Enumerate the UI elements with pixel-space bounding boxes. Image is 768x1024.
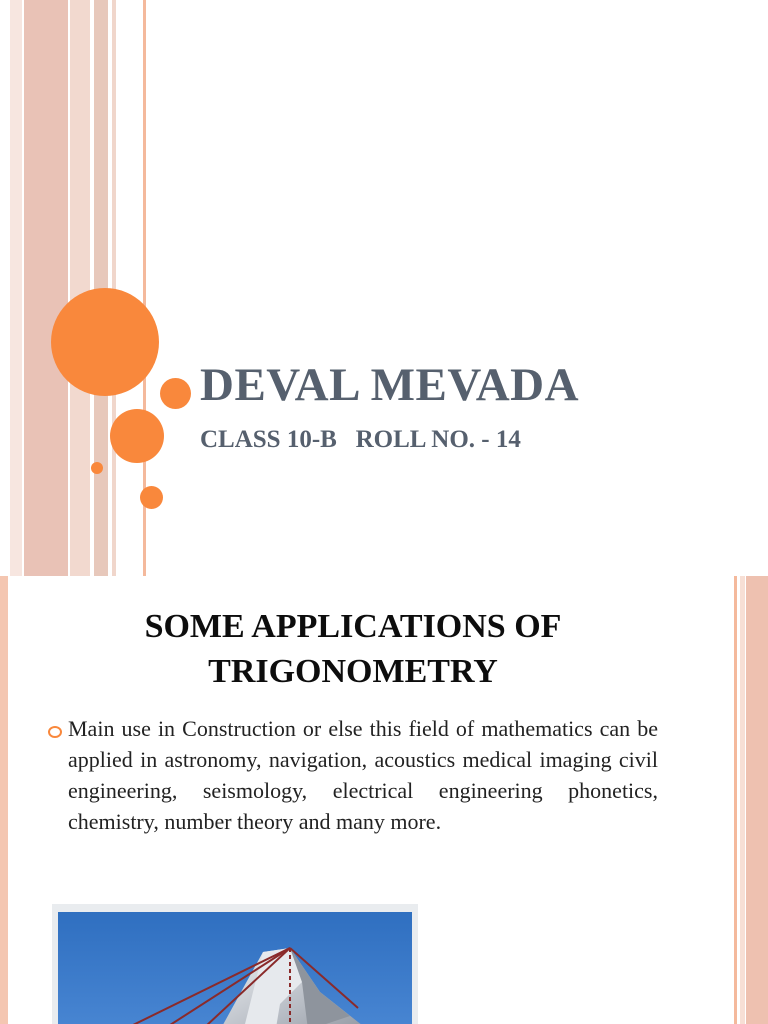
bullet-circle-icon [48, 726, 62, 738]
left-stripe-light [70, 0, 90, 576]
left-stripe-wide [24, 0, 68, 576]
right-stripe-wide [746, 576, 768, 1024]
left-edge-stripe [0, 576, 8, 1024]
applications-slide [0, 576, 768, 1024]
presenter-name: DEVAL MEVADA [200, 359, 580, 411]
bullet-text: Main use in Construction or else this field of mathematics can be applied in astronomy, navigation, acoustics medical imaging civil engineering, seismology, electrical engineering phonetics, chemistry, number theory and many more. [68, 716, 658, 834]
decor-circle-small [160, 378, 191, 409]
slide-title: SOME APPLICATIONS OF TRIGONOMETRY [144, 608, 562, 690]
mountain-photo [52, 904, 418, 1024]
decor-circle-mini [140, 486, 163, 509]
right-stripe-light [740, 576, 745, 1024]
right-stripe-line [734, 576, 737, 1024]
decor-circle-tiny [91, 462, 103, 474]
class-roll-subtitle: CLASS 10-B ROLL NO. - 14 [200, 426, 521, 453]
decor-circle-medium [110, 409, 164, 463]
left-stripe-pale [10, 0, 22, 576]
mountain-photo-icon [58, 912, 412, 1024]
decor-circle-large [51, 288, 159, 396]
